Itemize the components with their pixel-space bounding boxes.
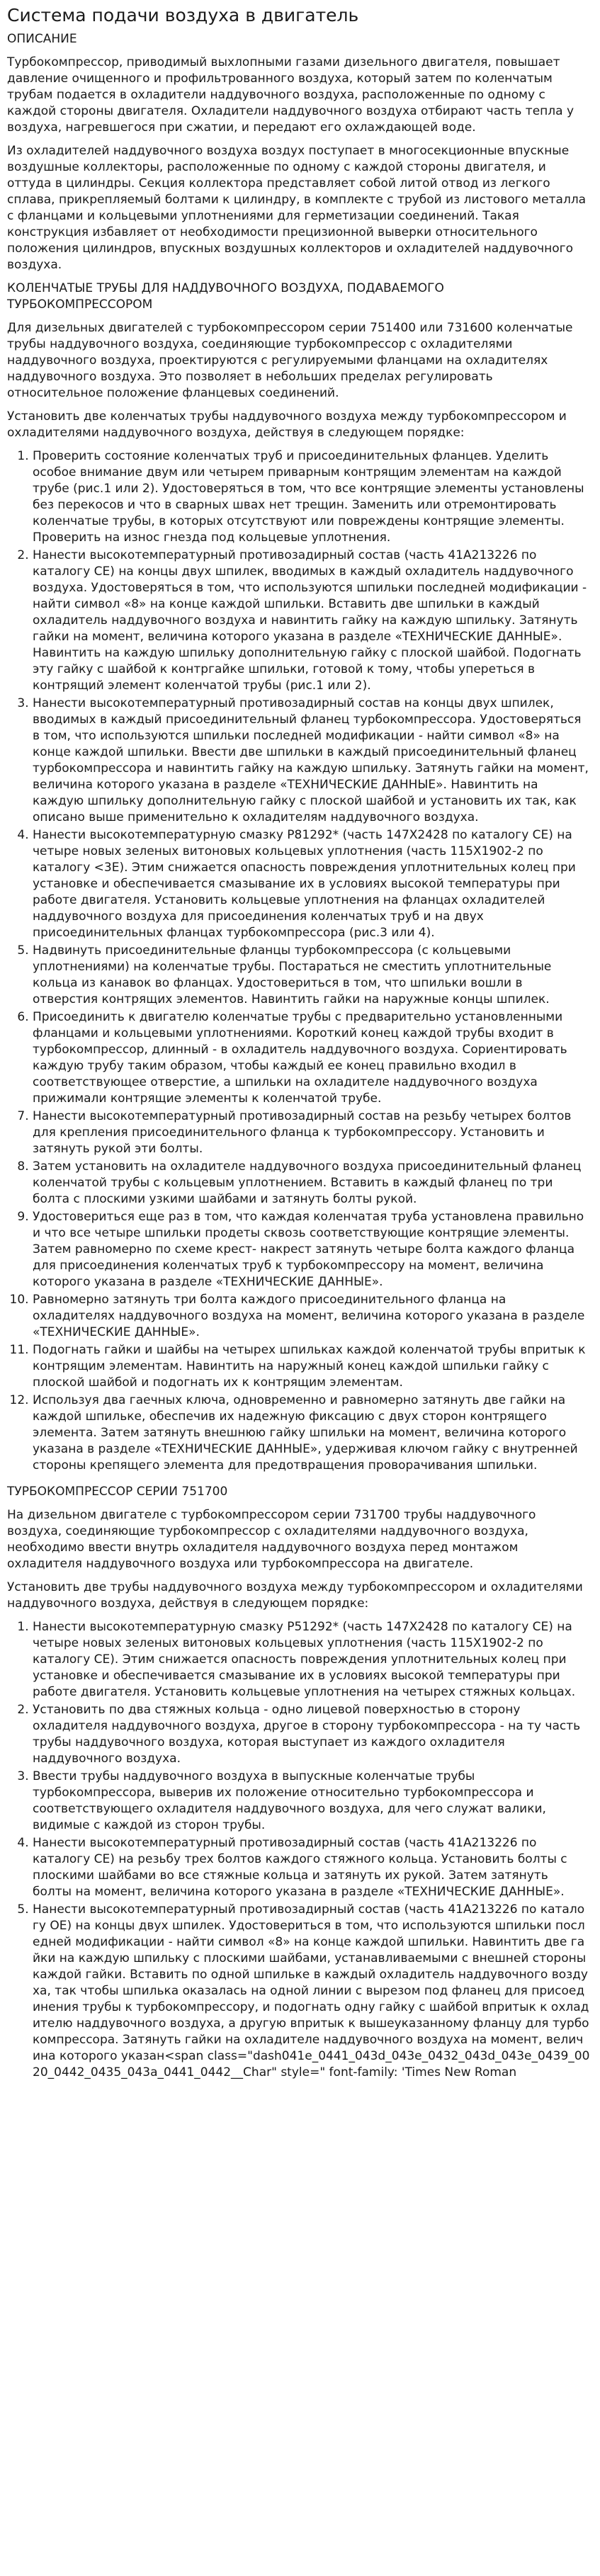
section-heading: КОЛЕНЧАТЫЕ ТРУБЫ ДЛЯ НАДДУВОЧНОГО ВОЗДУХА, ПОДАВАЕМОГО ТУРБОКОМПРЕССОРОМ [7,281,444,312]
step-item: 8. Затем установить на охладителе наддувочного воздуха присоединительный фланец коленчатой трубы с кольцевым уплотнением. Вставить в каждый фланец по три болта с плоскими узкими шайбами и затянуть болты рукой. [33,1159,590,1208]
step-item: 5. Нанести высокотемпературный противозадирный состав (часть 41A213226 по каталогу OE) на концы двух шпилек. Удостовериться в том, что используются шпильки последней модификации - найти символ «8» на конце каждой шпильки. Навинтить две гайки на каждую шпильку с плоскими шайбами, устанавливаемыми с внешней стороны каждой гайки. Вставить по одной шпильке в каждый охладитель наддувочного воздуха, так чтобы шпилька оказалась на одной линии с вырезом под фланец для присоединения трубы к турбокомпрессору, и подогнать одну гайку с шайбой впритык к охладителю наддувочного воздуха, а другую впритык к вышеуказанному фланцу для турбокомпрессора. Затянуть гайки на охладителе наддувочного воздуха на момент, величина которого указан<span class="dash041e_0441_043d_043e_0432_043d_043e_0439_0020_0442_0435_043a_0441_0442__Char" style=" font-family: 'Times New Roman [33,1902,590,2081]
paragraph: Для дизельных двигателей с турбокомпрессором серии 751400 или 731600 коленчатые трубы наддувочного воздуха, соединяющие турбокомпрессор с охладителями наддувочного воздуха, проектируются с регулируемыми фланцами на охладителях наддувочного воздуха. Это позволяет в небольших пределах регулировать относительное положение фланцевых соединений. [7,321,573,400]
page-title: Система подачи воздуха в двигатель [7,5,359,25]
paragraph: Из охладителей наддувочного воздуха воздух поступает в многосекционные впускные воздушные коллекторы, расположенные по одному с каждой стороны двигателя, и оттуда в цилиндры. Секция коллектора представляет собой литой отвод из легкого сплава, прикрепляемый болтами к цилиндру, в комплекте с трубой из листового металла с фланцами и кольцевыми уплотнениями для герметизации соединений. Такая конструкция избавляет от необходимости прецизионной выверки относительного положения цилиндров, впускных воздушных коллекторов и охладителей наддувочного воздуха. [7,144,587,272]
step-item: 4. Нанести высокотемпературную смазку P81292* (часть 147X2428 по каталогу CE) на четыре новых зеленых витоновых кольцевых уплотнения (часть 115X1902-2 по каталогу <3E). Этим снижается опасность повреждения уплотнительных колец при установке и обеспечивается смазывание их в условиях высокой температуры при работе двигателя. Установить кольцевые уплотнения на фланцах охладителей наддувочного воздуха для присоединения коленчатых труб и на двух присоединительных фланцах турбокомпрессора (рис.3 или 4). [33,827,590,941]
step-item: 7. Нанести высокотемпературный противозадирный состав на резьбу четырех болтов для крепления присоединительного фланца к турбокомпрессору. Установить и затянуть рукой эти болты. [33,1108,590,1157]
step-item: 6. Присоединить к двигателю коленчатые трубы с предварительно установленными фланцами и кольцевыми уплотнениями. Короткий конец каждой трубы входит в турбокомпрессор, длинный - в охладитель наддувочного воздуха. Сориентировать каждую трубу таким образом, чтобы каждый ее конец правильно входил в соответствующее отверстие, а шпильки на охладителе наддувочного воздуха прижимали контрящие элементы к коленчатой трубе. [33,1009,590,1107]
step-item: 4. Нанести высокотемпературный противозадирный состав (часть 41A213226 по каталогу CE) на резьбу трех болтов каждого стяжного кольца. Установить болты с плоскими шайбами во все стяжные кольца и затянуть их рукой. Затем затянуть болты на момент, величина которого указана в разделе «ТЕХНИЧЕСКИЕ ДАННЫЕ». [33,1835,590,1900]
section-heading: ОПИСАНИЕ [7,32,77,46]
step-item: 3. Ввести трубы наддувочного воздуха в выпускные коленчатые трубы турбокомпрессора, выверив их положение относительно турбокомпрессора и соответствующего охладителя наддувочного воздуха, для чего служат валики, видимые с каждой из сторон трубы. [33,1769,590,1834]
content [7,31,590,2081]
step-item: 11. Подогнать гайки и шайбы на четырех шпильках каждой коленчатой трубы впритык к контрящим элементам. Навинтить на наружный конец каждой шпильки гайку с плоской шайбой и подогнать их к контрящим элементам. [33,1342,590,1391]
step-item: 9. Удостовериться еще раз в том, что каждая коленчатая труба установлена правильно и что все четыре шпильки продеты сквозь соответствующие контрящие элементы. Затем равномерно по схеме крест- накрест затянуть четыре болта каждого фланца для присоединения коленчатых труб к турбокомпрессору на момент, величина которого указана в разделе «ТЕХНИЧЕСКИЕ ДАННЫЕ». [33,1209,590,1290]
step-item: 5. Надвинуть присоединительные фланцы турбокомпрессора (с кольцевыми уплотнениями) на коленчатые трубы. Постараться не сместить уплотнительные кольца из канавок во фланцах. Удостовериться в том, что шпильки вошли в отверстия контрящих элементов. Навинтить гайки на наружные концы шпилек. [33,943,590,1008]
step-item: 2. Установить по два стяжных кольца - одно лицевой поверхностью в сторону охладителя наддувочного воздуха, другое в сторону турбокомпрессора - на ту часть трубы наддувочного воздуха, которая выступает из каждого охладителя наддувочного воздуха. [33,1702,590,1767]
paragraph: На дизельном двигателе с турбокомпрессором серии 731700 трубы наддувочного воздуха, соединяющие турбокомпрессор с охладителями наддувочного воздуха, необходимо ввести внутрь охладителя наддувочного воздуха перед монтажом охладителя наддувочного воздуха или турбокомпрессора на двигателе. [7,1508,536,1571]
steps-list [7,1619,590,2081]
section-turbo-751700 [7,1484,590,2081]
step-item: 1. Нанести высокотемпературную смазку P51292* (часть 147X2428 по каталогу CE) на четыре новых зеленых витоновых кольцевых уплотнения (часть 115X1902-2 по каталогу CE). Этим снижается опасность повреждения уплотнительных колец при установке и обеспечивается смазывание их в условиях высокой температуры при работе двигателя. Установить кольцевые уплотнения на четырех стяжных кольцах. [33,1619,590,1701]
step-item: 3. Нанести высокотемпературный противозадирный состав на концы двух шпилек, вводимых в каждый присоединительный фланец турбокомпрессора. Удостоверяться в том, что используются шпильки последней модификации - найти символ «8» на конце каждой шпильки. Ввести две шпильки в каждый присоединительный фланец турбокомпрессора и навинтить гайку на каждую шпильку. Затянуть гайки на момент, величина которого указана в разделе «ТЕХНИЧЕСКИЕ ДАННЫЕ». Навинтить на каждую шпильку дополнительную гайку с плоской шайбой и установить их так, как описано выше применительно к охладителям наддувочного воздуха. [33,696,590,826]
steps-intro: Установить две трубы наддувочного воздуха между турбокомпрессором и охладителями наддувочного воздуха, действуя в следующем порядке: [7,1580,583,1611]
step-item: 10. Равномерно затянуть три болта каждого присоединительного фланца на охладителях наддувочного воздуха на момент, величина которого указана в разделе «ТЕХНИЧЕСКИЕ ДАННЫЕ». [33,1292,590,1341]
section-heading: ТУРБОКОМПРЕССОР СЕРИИ 751700 [7,1485,228,1499]
paragraph: Турбокомпрессор, приводимый выхлопными газами дизельного двигателя, повышает давление очищенного и профильтрованного воздуха, который затем по коленчатым трубам подается в охладители наддувочного воздуха, расположенные по одному с каждой стороны двигателя. Охладители наддувочного воздуха отбирают часть тепла у воздуха, нагревшегося при сжатии, и передают его охлаждающей воде. [7,55,574,135]
steps-intro: Установить две коленчатых трубы наддувочного воздуха между турбокомпрессором и охладителями наддувочного воздуха, действуя в следующем порядке: [7,409,567,440]
step-item: 2. Нанести высокотемпературный противозадирный состав (часть 41A213226 по каталогу CE) на концы двух шпилек, вводимых в каждый охладитель наддувочного воздуха. Удостоверяться в том, что используются шпильки последней модификации - найти символ «8» на конце каждой шпильки. Вставить две шпильки в каждый охладитель наддувочного воздуха и навинтить гайку на каждую шпильку. Затянуть гайки на момент, величина которого указана в разделе «ТЕХНИЧЕСКИЕ ДАННЫЕ». Навинтить на каждую шпильку дополнительную гайку с плоской шайбой. Подогнать эту гайку с шайбой к контргайке шпильки, готовой к тому, чтобы упереться в контрящий элемент коленчатой трубы (рис.1 или 2). [33,547,590,694]
step-item: 1. Проверить состояние коленчатых труб и присоединительных фланцев. Уделить особое внимание двум или четырем приварным контрящим элементам на каждой трубе (рис.1 или 2). Удостоверяться в том, что все контрящие элементы установлены без перекосов и что в сварных швах нет трещин. Заменить или отремонтировать коленчатые трубы, в которых отсутствуют или повреждены контрящие элементы. Проверить на износ гнезда под кольцевые уплотнения. [33,448,590,546]
step-item: 12. Используя два гаечных ключа, одновременно и равномерно затянуть две гайки на каждой шпильке, обеспечив их надежную фиксацию с двух сторон контрящего элемента. Затем затянуть внешнюю гайку шпильки на момент, величина которого указана в разделе «ТЕХНИЧЕСКИЕ ДАННЫЕ», удерживая ключом гайку с внутренней стороны крепящего элемента для предотвращения проворачивания шпильки. [33,1392,590,1474]
section-pipes [7,280,590,1474]
section-description [7,31,590,273]
steps-list [7,448,590,1474]
